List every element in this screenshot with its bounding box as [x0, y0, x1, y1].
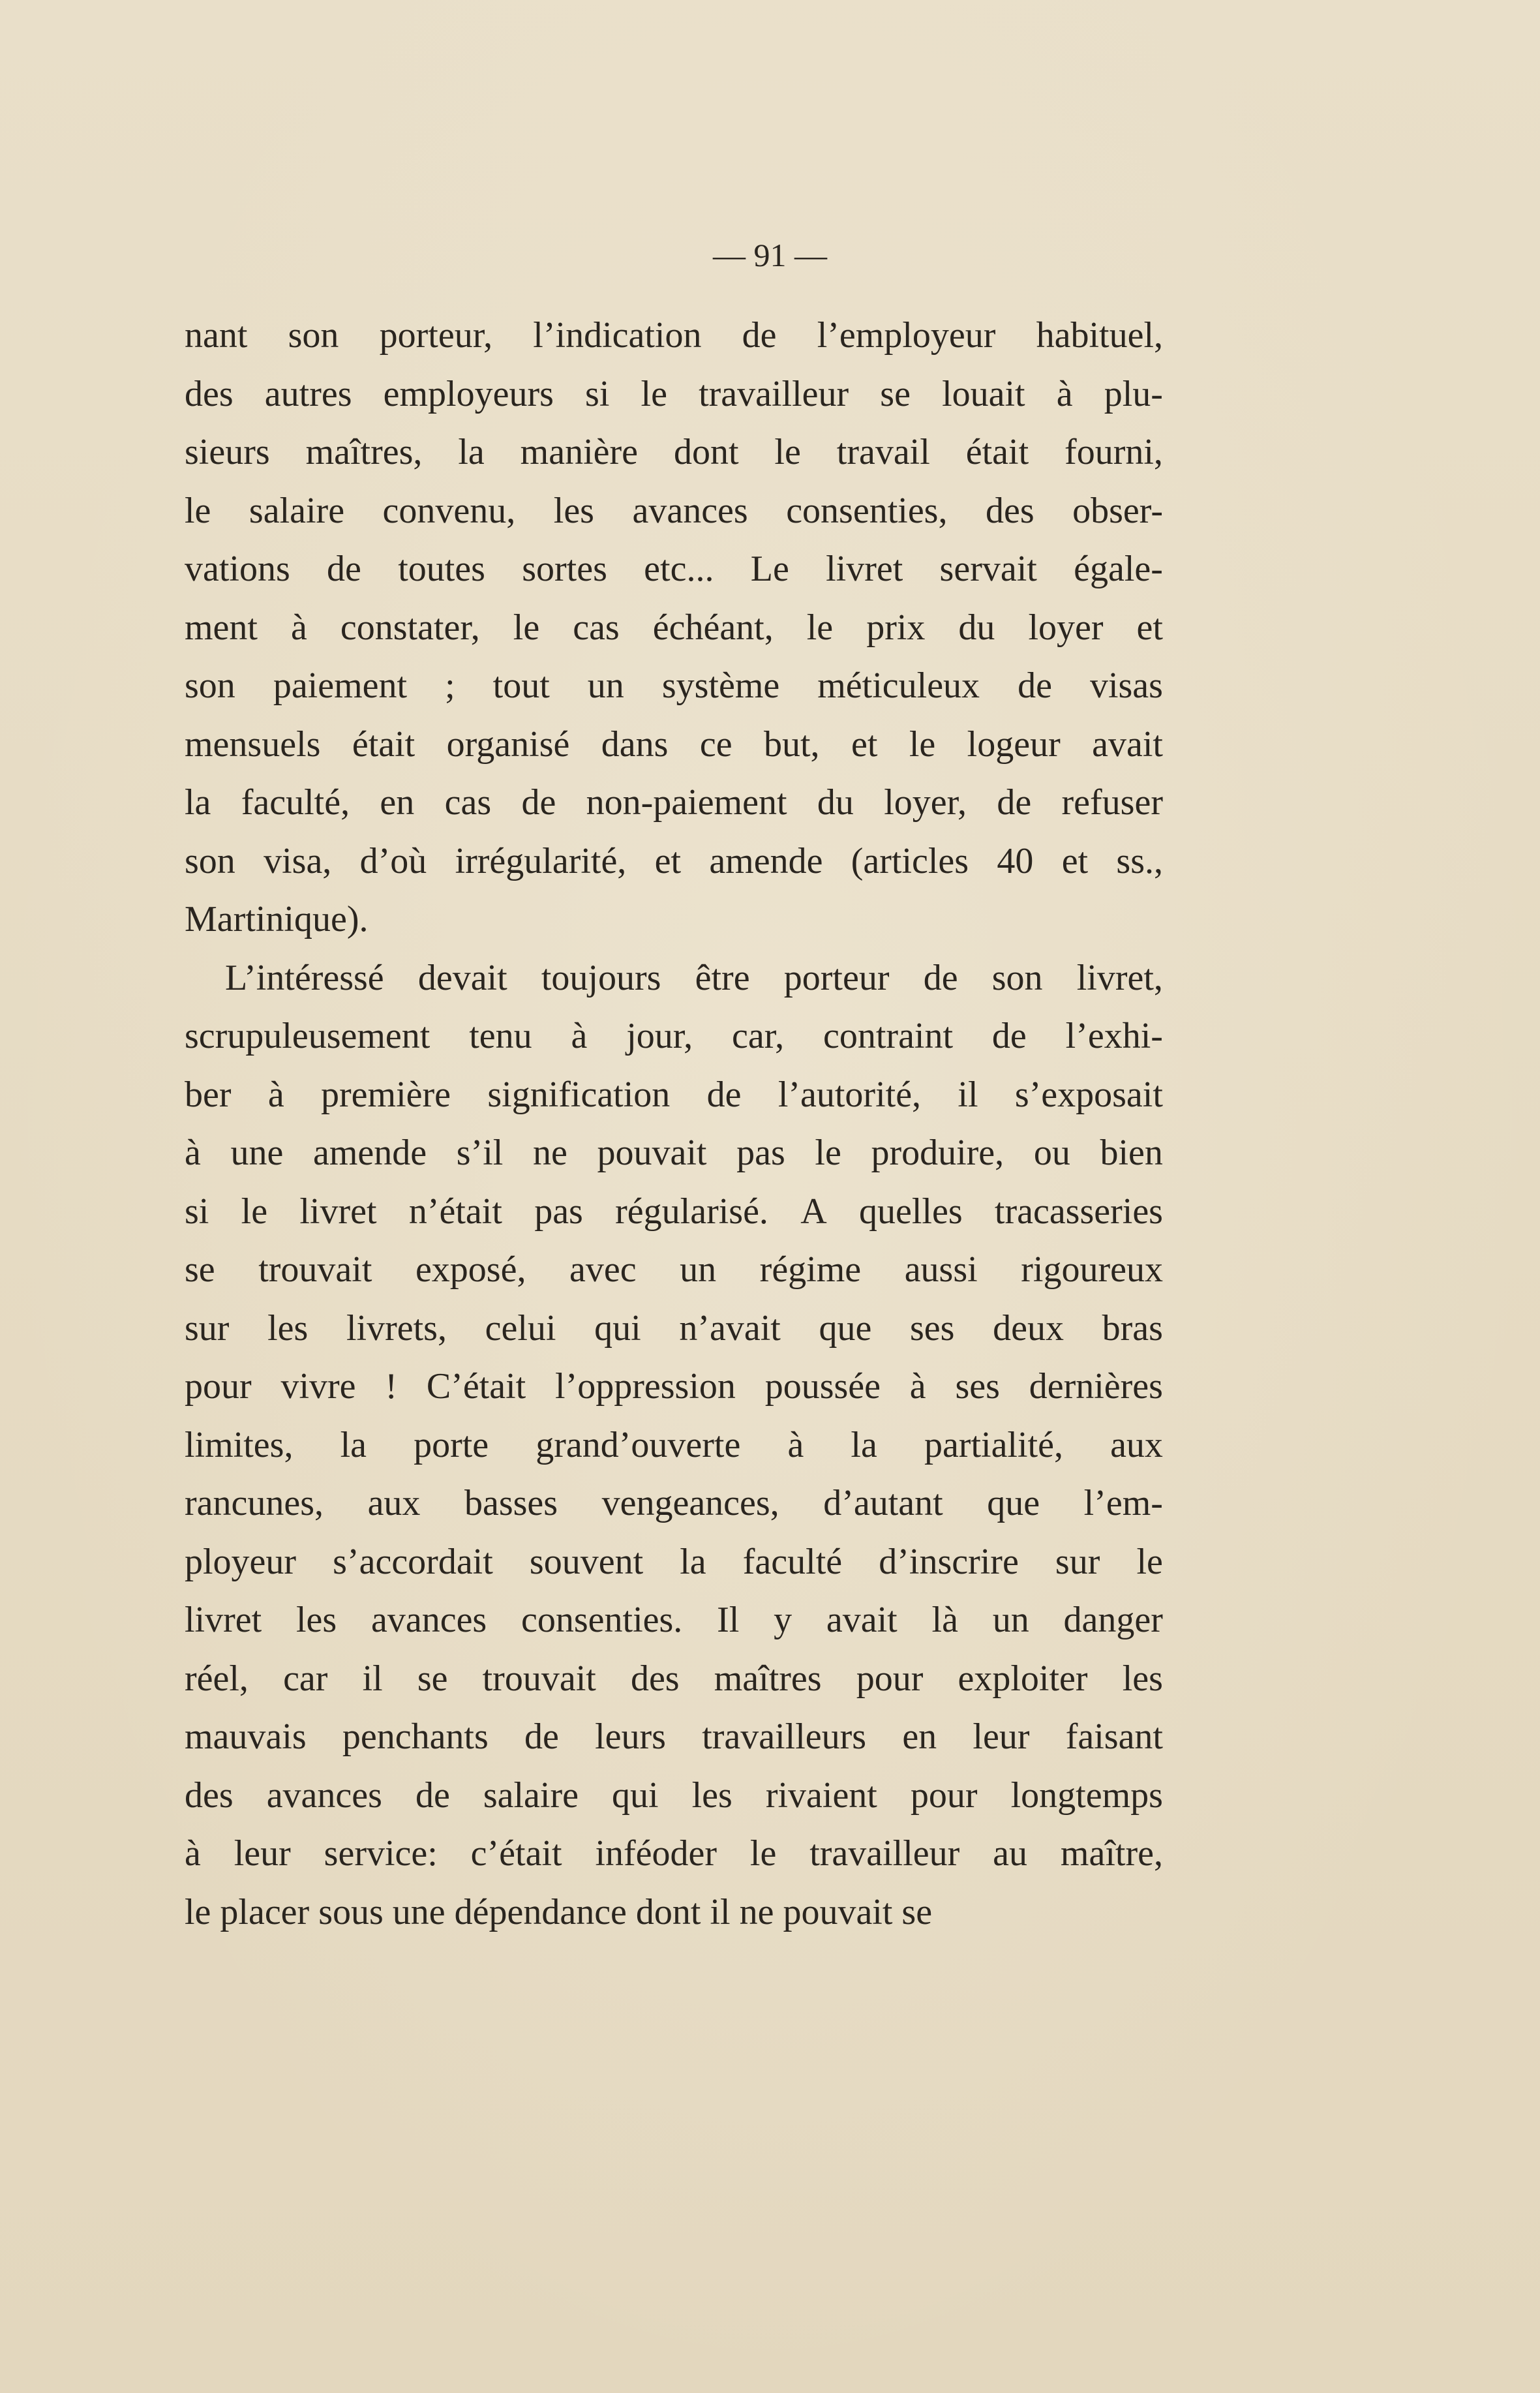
text-line: à une amende s’il ne pouvait pas le produire, ou bien: [185, 1133, 1163, 1173]
text-line: réel, car il se trouvait des maîtres pour exploiter les: [185, 1658, 1163, 1699]
text-line: ployeur s’accordait souvent la faculté d’inscrire sur le: [185, 1541, 1163, 1582]
text-line: son paiement ; tout un système méticuleux de visas: [185, 665, 1163, 706]
text-line: des autres employeurs si le travailleur se louait à plu-: [185, 373, 1163, 414]
text-line: vations de toutes sortes etc... Le livret servait égale-: [185, 549, 1163, 589]
text-line: des avances de salaire qui les rivaient pour longtemps: [185, 1775, 1163, 1816]
text-line: scrupuleusement tenu à jour, car, contraint de l’exhi-: [185, 1016, 1163, 1056]
text-line: à leur service: c’était inféoder le travailleur au maître,: [185, 1833, 1163, 1874]
text-line: le placer sous une dépendance dont il ne pouvait se: [185, 1891, 933, 1932]
text-line: livret les avances consenties. Il y avait là un danger: [185, 1600, 1163, 1640]
text-line: ber à première signification de l’autorité, il s’exposait: [185, 1074, 1163, 1115]
text-line: son visa, d’où irrégularité, et amende (articles 40 et ss.,: [185, 840, 1163, 881]
paragraph: [185, 949, 1163, 1942]
text-line: sur les livrets, celui qui n’avait que ses deux bras: [185, 1307, 1163, 1349]
text-line: mensuels était organisé dans ce but, et le logeur avait: [185, 724, 1163, 765]
text-line: rancunes, aux basses vengeances, d’autant que l’em-: [185, 1483, 1163, 1523]
text-line: L’intéressé devait toujours être porteur de son livret,: [225, 957, 1163, 998]
text-line: sieurs maîtres, la manière dont le travail était fourni,: [185, 432, 1163, 472]
text-line: si le livret n’était pas régularisé. A quelles tracasseries: [185, 1191, 1163, 1232]
paragraph: [185, 307, 1163, 949]
text-line: la faculté, en cas de non-paiement du loyer, de refuser: [185, 782, 1163, 823]
text-line: nant son porteur, l’indication de l’employeur habituel,: [185, 315, 1163, 356]
text-line: se trouvait exposé, avec un régime aussi rigoureux: [185, 1249, 1163, 1290]
text-line: pour vivre ! C’était l’oppression poussée à ses dernières: [185, 1366, 1163, 1407]
text-line: le salaire convenu, les avances consenties, des obser-: [185, 490, 1163, 531]
text-line: mauvais penchants de leurs travailleurs en leur faisant: [185, 1716, 1163, 1757]
page-number: — 91 —: [713, 237, 827, 273]
body-text: [185, 307, 1163, 1942]
text-line: Martinique).: [185, 899, 369, 939]
text-line: ment à constater, le cas échéant, le prix du loyer et: [185, 607, 1163, 648]
text-line: limites, la porte grand’ouverte à la partialité, aux: [185, 1424, 1163, 1465]
